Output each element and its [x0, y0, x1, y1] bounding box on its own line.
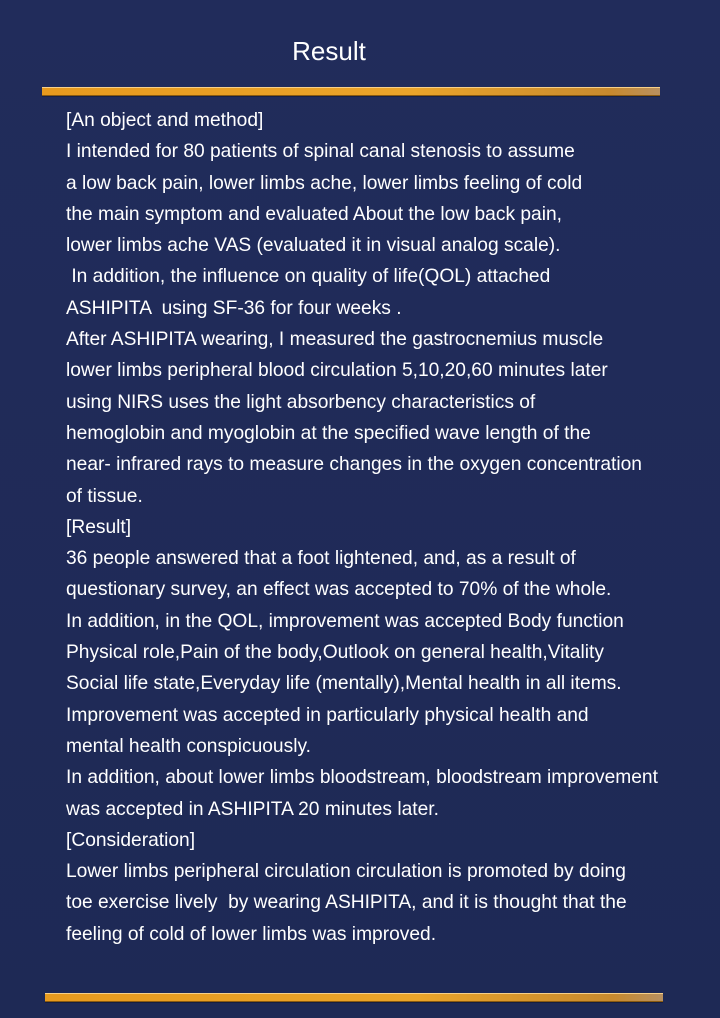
text-line: questionary survey, an effect was accepted to 70% of the whole.: [66, 579, 612, 601]
text-line: hemoglobin and myoglobin at the specified wave length of the: [66, 422, 591, 444]
section-heading-object-method: [An object and method]: [66, 110, 264, 131]
text-line: a low back pain, lower limbs ache, lower limbs feeling of cold: [66, 172, 583, 194]
section-heading-result: [Result]: [66, 516, 132, 538]
bottom-divider: [45, 993, 663, 1002]
body-text: [66, 105, 716, 950]
text-line: In addition, about lower limbs bloodstream, bloodstream improvement: [66, 767, 658, 789]
text-line: the main symptom and evaluated About the low back pain,: [66, 203, 562, 225]
section-heading-consideration: [Consideration]: [66, 829, 196, 851]
text-line: In addition, in the QOL, improvement was accepted Body function: [66, 610, 624, 632]
text-line: Improvement was accepted in particularly physical health and: [66, 704, 589, 726]
text-line: feeling of cold of lower limbs was improved.: [66, 923, 437, 945]
text-line: of tissue.: [66, 485, 143, 507]
text-line: 36 people answered that a foot lightened, and, as a result of: [66, 548, 576, 570]
text-line: Physical role,Pain of the body,Outlook on general health,Vitality: [66, 642, 604, 664]
text-line: I intended for 80 patients of spinal canal stenosis to assume: [66, 141, 575, 163]
text-line: near- infrared rays to measure changes in the oxygen concentration: [66, 454, 642, 476]
text-line: lower limbs peripheral blood circulation 5,10,20,60 minutes later: [66, 360, 608, 382]
text-line: After ASHIPITA wearing, I measured the gastrocnemius muscle: [66, 329, 604, 351]
text-line: using NIRS uses the light absorbency characteristics of: [66, 391, 536, 413]
text-line: mental health conspicuously.: [66, 735, 311, 757]
text-line: In addition, the influence on quality of life(QOL) attached: [66, 266, 551, 288]
top-divider: [42, 87, 660, 96]
text-line: Social life state,Everyday life (mentally),Mental health in all items.: [66, 673, 622, 695]
text-line: lower limbs ache VAS (evaluated it in visual analog scale).: [66, 235, 561, 257]
text-line: ASHIPITA using SF-36 for four weeks .: [66, 297, 402, 319]
text-line: toe exercise lively by wearing ASHIPITA, and it is thought that the: [66, 892, 627, 914]
text-line: Lower limbs peripheral circulation circulation is promoted by doing: [66, 861, 626, 883]
page-title: Result: [292, 36, 366, 66]
text-line: was accepted in ASHIPITA 20 minutes later.: [66, 798, 439, 820]
